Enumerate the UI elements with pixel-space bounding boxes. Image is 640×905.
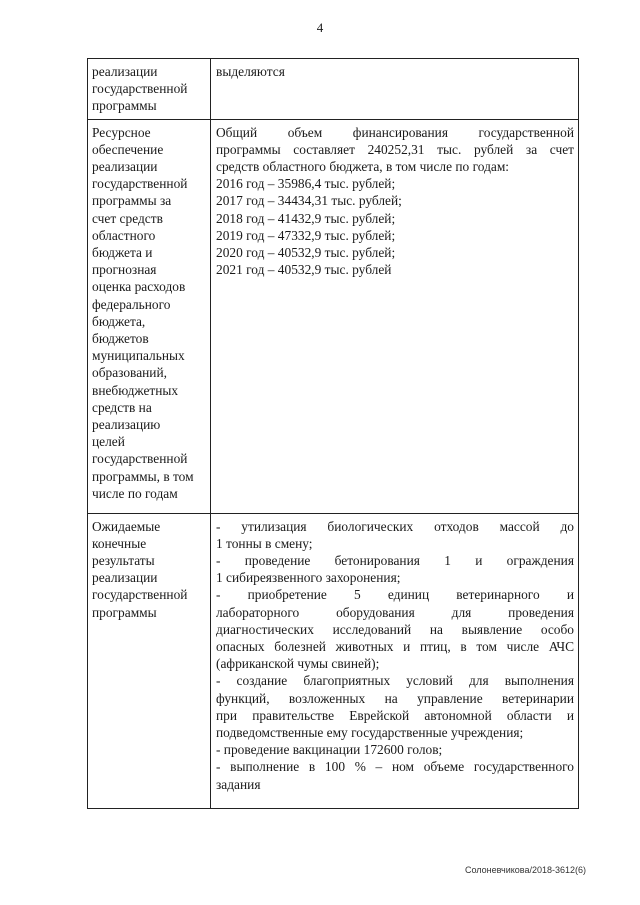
text-line: Ресурсное <box>92 124 151 140</box>
text-line: государственной <box>92 587 188 603</box>
text-line: внебюджетных <box>92 382 179 398</box>
result-line: - проведение бетонирования 1 и ограждения <box>216 553 574 569</box>
text-line: оценка расходов <box>92 279 186 295</box>
result-line: подведомственные ему государственные учреждения; <box>216 725 524 741</box>
text-line: государственной <box>92 451 188 467</box>
row1-value-text: выделяются <box>216 64 285 79</box>
text-line: программы за <box>92 193 172 209</box>
text-line: образований, <box>92 365 167 381</box>
program-passport-table <box>87 58 579 809</box>
result-line: - создание благоприятных условий для выполнения <box>216 673 574 689</box>
document-footer-code: Солоневчикова/2018-3612(6) <box>464 865 586 875</box>
text-line: реализации <box>92 64 158 79</box>
result-line: (африканской чумы свиней); <box>216 656 380 672</box>
text-line: бюджета и <box>92 245 153 261</box>
text-line: средств на <box>92 399 152 415</box>
table-row-implementation <box>88 59 579 120</box>
result-line: - утилизация биологических отходов массой до <box>216 518 574 534</box>
text-line: числе по годам <box>92 485 178 501</box>
row2-justified-text <box>216 124 574 158</box>
row3-value-cell <box>211 513 579 808</box>
text-line: реализации <box>92 570 158 586</box>
row2-label-cell <box>88 119 211 513</box>
text-line: программы <box>92 98 157 114</box>
text-line: средств областного бюджета, в том числе по годам: <box>216 159 510 175</box>
text-line: реализации <box>92 159 158 175</box>
text-line: программы <box>92 604 157 620</box>
result-line: - выполнение в 100 % – ном объеме государственного <box>216 759 574 775</box>
result-line: 1 тонны в смену; <box>216 535 313 551</box>
result-line: при правительстве Еврейской автономной области и <box>216 707 574 723</box>
text-line: программы, в том <box>92 468 194 484</box>
text-line: государственной <box>92 176 188 192</box>
text-line: бюджета, <box>92 313 146 329</box>
result-line: - приобретение 5 единиц ветеринарного и <box>216 587 574 603</box>
result-line: задания <box>216 776 261 792</box>
text-line: государственной <box>92 81 188 97</box>
result-line: - проведение вакцинации 172600 голов; <box>216 742 443 758</box>
result-line: лабораторного оборудования для проведения <box>216 604 574 620</box>
text-line: 2018 год – 41432,9 тыс. рублей; <box>216 210 396 226</box>
text-line: реализацию <box>92 417 161 433</box>
text-line: результаты <box>92 553 155 569</box>
row1-label-cell <box>88 59 211 120</box>
result-line: диагностических исследований на выявление особо <box>216 621 574 637</box>
table-row-resources <box>88 119 579 513</box>
result-line: опасных болезней животных и птиц, в том числе АЧС <box>216 639 574 655</box>
row2-yearly-funding <box>216 158 574 278</box>
row3-label-cell <box>88 513 211 808</box>
text-line: федерального <box>92 296 171 312</box>
text-line: бюджетов <box>92 331 149 347</box>
text-line: Ожидаемые <box>92 518 161 534</box>
text-line: областного <box>92 227 156 243</box>
text-line: Общий объем финансирования государственной <box>216 124 574 140</box>
text-line: 2017 год – 34434,31 тыс. рублей; <box>216 193 402 209</box>
row2-value-cell <box>211 119 579 513</box>
page-number: 4 <box>316 20 324 35</box>
text-line: 2021 год – 40532,9 тыс. рублей <box>216 262 392 278</box>
row1-value-cell <box>211 59 579 120</box>
text-line: прогнозная <box>92 262 157 278</box>
text-line: программы составляет 240252,31 тыс. рублей за счет <box>216 141 574 157</box>
result-line: 1 сибиреязвенного захоронения; <box>216 570 401 586</box>
text-line: 2020 год – 40532,9 тыс. рублей; <box>216 245 396 261</box>
text-line: обеспечение <box>92 141 164 157</box>
text-line: счет средств <box>92 210 163 226</box>
table-row-expected-results <box>88 513 579 808</box>
text-line: 2016 год – 35986,4 тыс. рублей; <box>216 176 396 192</box>
text-line: конечные <box>92 535 147 551</box>
text-line: целей <box>92 434 125 450</box>
text-line: 2019 год – 47332,9 тыс. рублей; <box>216 227 396 243</box>
result-line: функций, возложенных на управление ветеринарии <box>216 690 574 706</box>
text-line: муниципальных <box>92 348 185 364</box>
